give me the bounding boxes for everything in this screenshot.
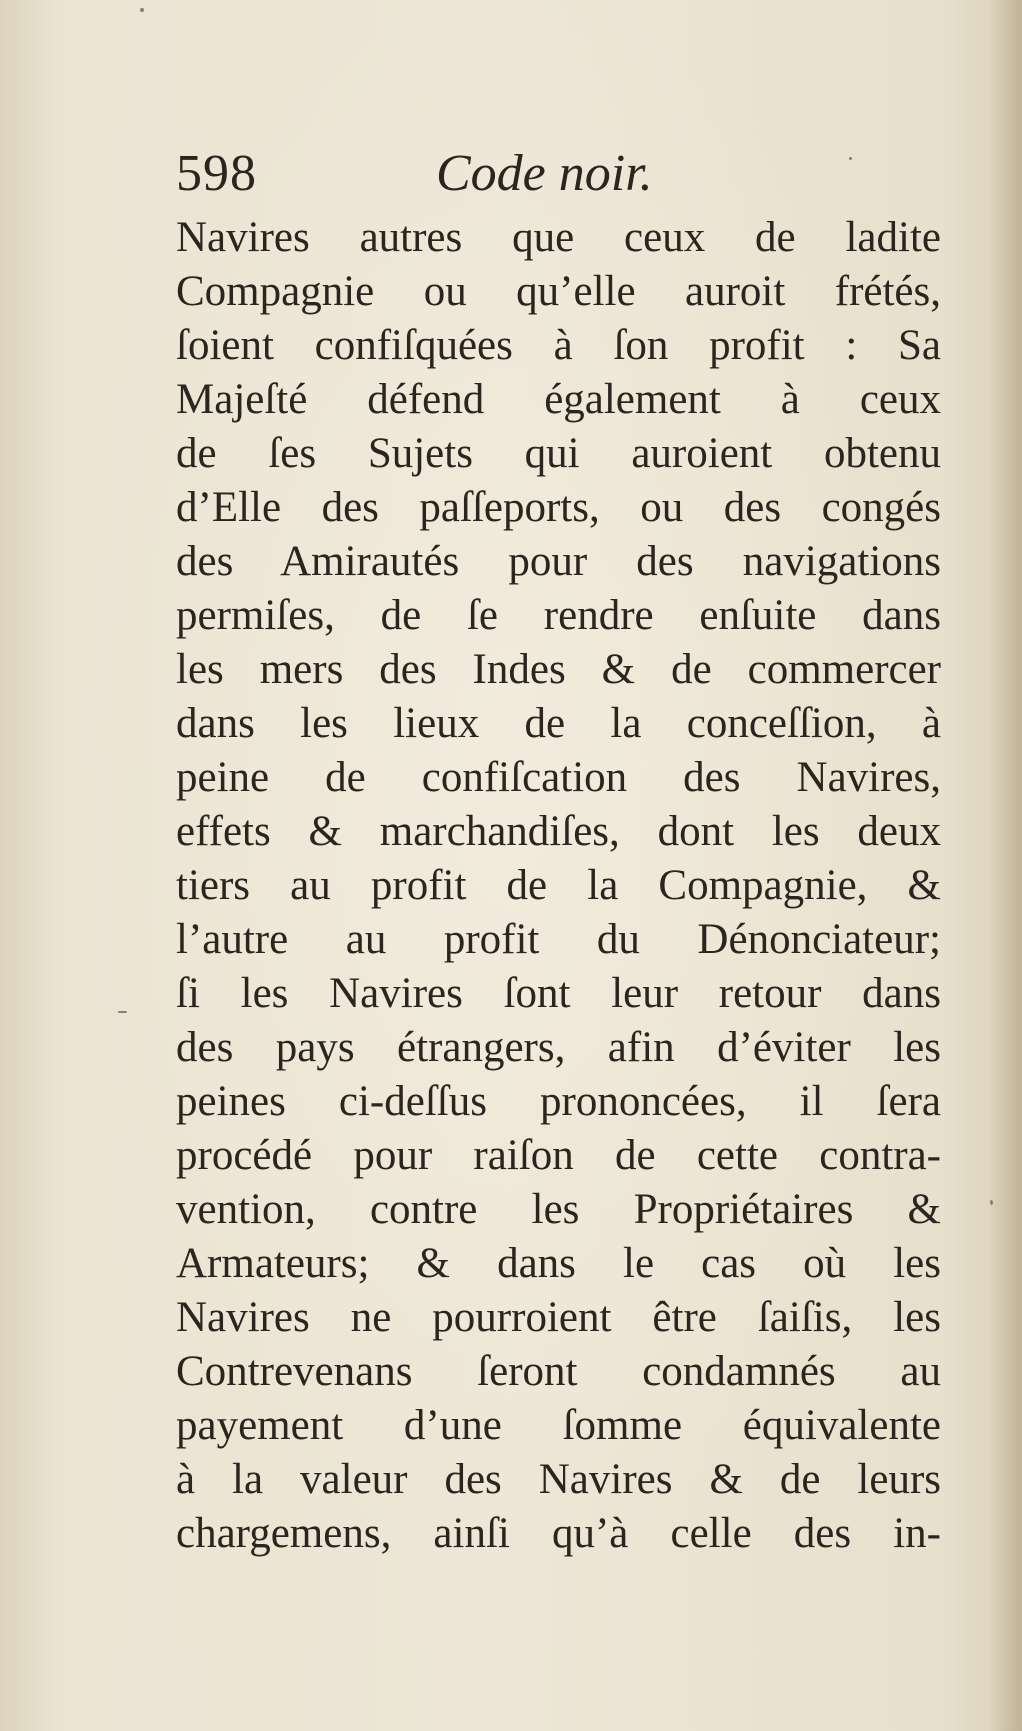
text-line: ſoient confiſquées à ſon profit : Sa xyxy=(176,322,941,369)
text-line: peines ci-deſſus prononcées, il ſera xyxy=(176,1078,941,1125)
text-line: à la valeur des Navires & de leurs xyxy=(176,1456,941,1503)
text-line: procédé pour raiſon de cette contra- xyxy=(176,1132,941,1179)
text-line: tiers au profit de la Compagnie, & xyxy=(176,862,941,909)
page-edge-shadow xyxy=(988,0,1022,1731)
paper-speck xyxy=(140,8,144,12)
text-line: Navires autres que ceux de ladite xyxy=(176,214,941,261)
paper-speck xyxy=(118,1011,127,1013)
text-line: Compagnie ou qu’elle auroit frétés, xyxy=(176,268,941,315)
body-text xyxy=(176,211,941,1561)
page-header xyxy=(176,140,941,208)
text-line: vention, contre les Propriétaires & xyxy=(176,1186,941,1233)
text-line: Navires ne pourroient être ſaiſis, les xyxy=(176,1294,941,1341)
text-line: peine de confiſcation des Navires, xyxy=(176,754,941,801)
text-line: Majeſté défend également à ceux xyxy=(176,376,941,423)
text-line: payement d’une ſomme équivalente xyxy=(176,1402,941,1449)
text-line: Contrevenans ſeront condamnés au xyxy=(176,1348,941,1395)
text-line: l’autre au profit du Dénonciateur; xyxy=(176,916,941,963)
text-line: chargemens, ainſi qu’à celle des in- xyxy=(176,1510,941,1557)
text-line: Armateurs; & dans le cas où les xyxy=(176,1240,941,1287)
page-number: 598 xyxy=(176,145,257,202)
text-line: des pays étrangers, afin d’éviter les xyxy=(176,1024,941,1071)
paper-speck xyxy=(990,1200,993,1205)
text-line: dans les lieux de la conceſſion, à xyxy=(176,700,941,747)
text-line: de ſes Sujets qui auroient obtenu xyxy=(176,430,941,477)
text-line: d’Elle des paſſeports, ou des congés xyxy=(176,484,941,531)
text-line: ſi les Navires ſont leur retour dans xyxy=(176,970,941,1017)
text-line: permiſes, de ſe rendre enſuite dans xyxy=(176,592,941,639)
text-line: effets & marchandiſes, dont les deux xyxy=(176,808,941,855)
text-line: les mers des Indes & de commercer xyxy=(176,646,941,693)
running-title: Code noir. xyxy=(436,145,653,202)
text-line: des Amirautés pour des navigations xyxy=(176,538,941,585)
